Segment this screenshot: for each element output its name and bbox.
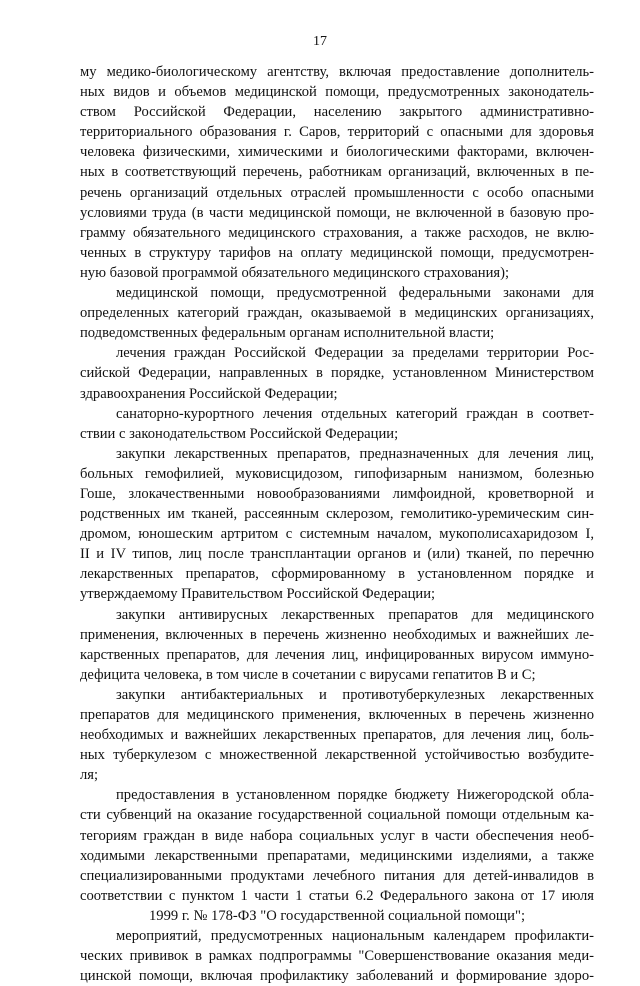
page-number: 17 <box>313 34 327 49</box>
text-line: сти субвенций на оказание государственной социальной помощи отдельным ка- <box>80 807 594 824</box>
text-line: соответствии с пунктом 1 части 1 статьи 6.2 Федерального закона от 17 июля <box>80 887 594 904</box>
document-body <box>80 62 594 986</box>
text-line: ных туберкулезом с множественной лекарственной устойчивостью возбудите- <box>80 747 594 764</box>
text-line: ческих прививок в рамках подпрограммы "Совершенствование оказания меди- <box>80 948 594 965</box>
paragraph-first-line: мероприятий, предусмотренных национальным календарем профилакти- <box>116 928 594 945</box>
text-line: ченных в структуру тарифов на оплату медицинской помощи, предусмотрен- <box>80 244 594 261</box>
text-line: ствии с законодательством Российской Федерации; <box>80 425 399 442</box>
text-line: утверждаемому Правительством Российской Федерации; <box>80 586 436 603</box>
text-line: грамму обязательного медицинского страхования, а также расходов, не вклю- <box>80 224 594 241</box>
text-line: лекарственных препаратов, сформированному в установленном порядке и <box>80 566 594 583</box>
text-line: 1999 г. № 178-ФЗ "О государственной социальной помощи"; <box>148 907 525 924</box>
text-line: подведомственных федеральным органам исполнительной власти; <box>80 325 495 342</box>
paragraph-first-line: закупки антибактериальных и противотуберкулезных лекарственных <box>116 686 594 703</box>
text-line: ходимыми лекарственными препаратами, медицинскими изделиями, а также <box>80 847 594 864</box>
text-line: применения, включенных в перечень жизненно необходимых и важнейших ле- <box>80 626 594 643</box>
paragraph-first-line: лечения граждан Российской Федерации за пределами территории Рос- <box>116 345 594 362</box>
text-line: здравоохранения Российской Федерации; <box>80 385 338 402</box>
text-line: карственных препаратов, для лечения лиц, инфицированных вирусом иммуно- <box>80 646 594 663</box>
paragraph-first-line: предоставления в установленном порядке бюджету Нижегородской обла- <box>116 787 594 804</box>
text-line: ством Российской Федерации, населению закрытого административно- <box>80 104 594 121</box>
text-line: му медико-биологическому агентству, включая предоставление дополнитель- <box>80 64 594 80</box>
text-line: специализированными продуктами лечебного питания для детей-инвалидов в <box>80 867 594 884</box>
text-line: ных в соответствующий перечень, работникам организаций, включенных в пе- <box>80 164 594 181</box>
text-line: сийской Федерации, направленных в порядке, установленном Министерством <box>80 365 594 382</box>
paragraph-first-line: санаторно-курортного лечения отдельных категорий граждан в соответ- <box>116 405 594 422</box>
text-line: человека физическими, химическими и биологическими факторами, включен- <box>80 144 594 161</box>
text-line: тегориям граждан в виде набора социальных услуг в части обеспечения необ- <box>80 827 594 844</box>
paragraph-first-line: закупки антивирусных лекарственных препаратов для медицинского <box>116 606 594 623</box>
text-line: речень организаций отдельных отраслей промышленности с особо опасными <box>80 184 594 201</box>
text-line: больных гемофилией, муковисцидозом, гипофизарным нанизмом, болезнью <box>80 465 594 482</box>
text-line: определенных категорий граждан, оказываемой в медицинских организациях, <box>80 305 594 322</box>
text-line: дромом, юношеским артритом с системным началом, мукополисахаридозом I, <box>80 526 594 543</box>
text-line: Гоше, злокачественными новообразованиями лимфоидной, кроветворной и <box>80 485 594 502</box>
text-line: ную базовой программой обязательного медицинского страхования); <box>80 264 510 281</box>
text-line: необходимых и важнейших лекарственных препаратов, для лечения лиц, боль- <box>80 727 594 744</box>
text-line: препаратов для медицинского применения, включенных в перечень жизненно <box>80 707 594 723</box>
text-line: II и IV типов, лиц после трансплантации органов и (или) тканей, по перечню <box>80 546 594 563</box>
text-line: условиями труда (в части медицинской помощи, не включенной в базовую про- <box>80 204 594 221</box>
text-line: родственных им тканей, рассеянным склерозом, гемолитико-уремическим син- <box>80 506 594 523</box>
text-line: территориального образования г. Саров, территорий с опасными для здоровья <box>80 124 594 141</box>
text-line: ных видов и объемов медицинской помощи, предусмотренных законодатель- <box>80 84 594 101</box>
text-line: ля; <box>80 767 99 784</box>
text-line: цинской помощи, включая профилактику заболеваний и формирование здоро- <box>80 968 594 985</box>
paragraph-first-line: медицинской помощи, предусмотренной федеральными законами для <box>116 285 594 302</box>
paragraph-first-line: закупки лекарственных препаратов, предназначенных для лечения лиц, <box>116 445 594 462</box>
text-line: дефицита человека, в том числе в сочетании с вирусами гепатитов В и С; <box>80 666 536 683</box>
